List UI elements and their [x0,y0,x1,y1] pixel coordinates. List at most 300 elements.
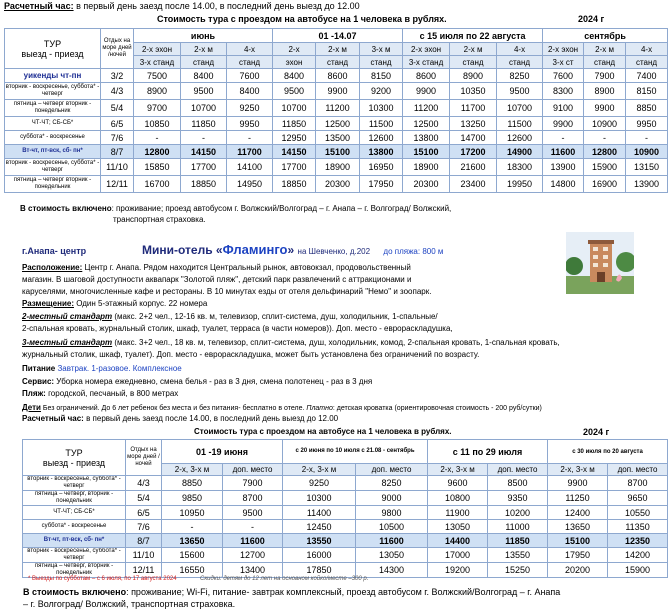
row-label: суббота* - воскресенье [23,520,126,534]
price-cell: 8900 [134,83,181,100]
price-cell: 7600 [543,69,584,83]
beach-label: Пляж: [22,389,46,398]
period-header: с 20 июня по 10 июля с 21.08 - сентябрь [283,440,428,464]
price-cell: 12450 [283,520,356,534]
row-nights: 4/3 [126,476,162,491]
price-cell: 9700 [134,100,181,117]
price-cell: 18300 [497,159,543,176]
price-cell: 8150 [626,83,668,100]
price-cell: 10900 [626,145,668,159]
price-cell: 17700 [181,159,227,176]
table-row [23,506,668,520]
arrival-line [4,1,360,11]
row-nights: 12/11 [101,176,134,193]
included-label: В стоимость включено [20,204,112,213]
price-cell: 8900 [450,69,497,83]
room-type-header: 2-х м [316,43,360,56]
price-cell: 9500 [497,83,543,100]
price-cell: 10500 [356,520,428,534]
price-cell: 15600 [162,548,223,563]
row-nights: 11/10 [101,159,134,176]
price-cell: - [181,131,227,145]
col-tour-label-2: ТУР [65,447,83,458]
year-label: 2024 г [578,14,605,24]
price-cell: 12700 [223,548,283,563]
row-label: пятница – четверг вторник - понедельник [5,176,101,193]
food-label: Питание [22,364,56,373]
col-days-header-2: Отдых на море дней /ночей [126,440,162,476]
period-header: 01 -14.07 [273,29,403,43]
room-type-header: 2-х, 3-х м [548,464,608,476]
price-cell: 10800 [428,491,488,506]
hotel-name: Фламинго [222,242,288,257]
kids-text-2: : детская кроватка (ориентировочная стоимость - 200 руб/сутки) [332,405,542,412]
period-header: 01 -19 июня [162,440,283,464]
price-cell: - [543,131,584,145]
hotel-name-suffix: » [287,243,295,257]
price-cell: 11250 [548,491,608,506]
kids-line [22,403,542,412]
price-cell: 9900 [403,83,450,100]
hotel-beach-distance: до пляжа: 800 м [383,247,444,256]
price-cell: 11600 [356,534,428,548]
price-cell: - [162,520,223,534]
room-3-text-1: (макс. 3+2 чел., 18 кв. м, телевизор, сплит-система, душ, холодильник, комод, 2-спальная кровать, 1-спальная кровать, [112,338,560,347]
price-cell: 15100 [548,534,608,548]
price-cell: 16550 [162,563,223,578]
price-cell: 18900 [316,159,360,176]
beach-line [22,389,178,398]
price-cell: 9500 [181,83,227,100]
included-footer-1 [23,587,560,597]
price-cell: 8850 [162,476,223,491]
row-label: суббота* - воскресенье [5,131,101,145]
table-row [23,534,668,548]
price-cell: 8600 [316,69,360,83]
location-text-3: каруселями, многочисленные кафе и рестораны. В 10 минутах езды от отеля дельфинарий "Немо" и зоопарк. [22,287,432,296]
location-text-2: магазин. В шаговой доступности аквапарк "Золотой пляж", детский парк развлечений с аттракционами и [22,275,412,284]
price-cell: 11700 [227,145,273,159]
price-cell: 8850 [626,100,668,117]
room-type-header: 3-х станд [134,56,181,69]
price-cell: 15900 [608,563,668,578]
price-cell: 12800 [134,145,181,159]
price-cell: 16000 [283,548,356,563]
room-type-header: 4-х [227,43,273,56]
room-type-header: 2-х, 3-х м [162,464,223,476]
room-type-header: доп. место [356,464,428,476]
room-type-header: эхон [273,56,316,69]
kids-label: Дети [22,403,41,412]
hotel-city: г.Анапа- центр [22,246,87,256]
price-cell: 18850 [273,176,316,193]
price-cell: 7900 [584,69,626,83]
table-row [5,83,668,100]
price-cell: 11900 [428,506,488,520]
price-cell: 14800 [543,176,584,193]
room-type-header: 2-х [273,43,316,56]
row-nights: 4/3 [101,83,134,100]
price-cell: 8600 [403,69,450,83]
price-cell: 9900 [584,100,626,117]
room-type-header: 2-х эхон [134,43,181,56]
beach-text: городской, песчаный, в 800 метрах [45,389,179,398]
tour-price-table-2 [22,439,668,578]
cost-title: Стоимость тура с проездом на автобусе на 1 человека в рублях. [157,14,447,24]
table-row [23,548,668,563]
price-cell: 9500 [223,506,283,520]
price-cell: 13250 [450,117,497,131]
price-cell: 12600 [360,131,403,145]
price-cell: 8700 [608,476,668,491]
price-cell: 9800 [356,506,428,520]
year-label-2: 2024 г [583,427,610,437]
table-row [23,491,668,506]
price-cell: 17850 [283,563,356,578]
row-nights: 7/6 [101,131,134,145]
hotel-street: на Шевченко, д.202 [297,247,371,256]
room-type-header: 2-х эхон [403,43,450,56]
room-type-header: 3-х ст [543,56,584,69]
row-nights: 6/5 [101,117,134,131]
row-label: вторник - воскресенье, суббота* - четверг [5,159,101,176]
room-3-label: 3-местный стандарт [22,338,113,347]
price-cell: 10700 [497,100,543,117]
room-type-header: 2-х м [450,43,497,56]
included-footer-label: В стоимость включено [23,587,127,597]
saturday-note: * Выезды по субботам – с 6 июля, по 17 августа 2024 [28,576,177,582]
room-type-header: станд [181,56,227,69]
row-nights: 8/7 [126,534,162,548]
price-cell: 13650 [548,520,608,534]
checkin-label: Расчетный час: [22,414,84,423]
price-cell: 15250 [488,563,548,578]
discount-note: Скидки: детям до 12 лет на основном койко/месте –300 р. [200,576,369,582]
price-cell: 16900 [584,176,626,193]
price-cell: - [134,131,181,145]
room-type-header: доп. место [608,464,668,476]
room-type-header: 2-х эхон [543,43,584,56]
price-cell: 7400 [626,69,668,83]
period-header: с 30 июля по 20 августа [548,440,668,464]
table-row [5,159,668,176]
tour-price-table-1 [4,28,668,193]
price-cell: 8250 [356,476,428,491]
row-nights: 3/2 [101,69,134,83]
price-cell: 9900 [543,117,584,131]
price-cell: 14900 [497,145,543,159]
price-cell: 11500 [360,117,403,131]
price-cell: 9900 [548,476,608,491]
period-header: сентябрь [543,29,668,43]
price-cell: 11400 [283,506,356,520]
price-cell: - [223,520,283,534]
price-cell: 13550 [283,534,356,548]
included-footer-text: : проживание; Wi-Fi, питание- завтрак комплексный, проезд автобусом г. Волжский/Волгоград – г. Анапа [126,587,561,597]
table-row [5,100,668,117]
row-label: Вт-чт, пт-вск, сб- пн* [23,534,126,548]
row-label: пятница – четверг вторник - понедельник [5,100,101,117]
location-line-1 [22,263,411,272]
row-nights: 12/11 [126,563,162,578]
price-cell: 8300 [543,83,584,100]
price-cell: 9350 [488,491,548,506]
room-type-header: 4-х [626,43,668,56]
table-row [23,476,668,491]
price-cell: 11600 [543,145,584,159]
price-cell: 9950 [626,117,668,131]
price-cell: 12600 [497,131,543,145]
price-cell: 15100 [316,145,360,159]
price-cell: 8500 [488,476,548,491]
table-row [5,145,668,159]
price-cell: 8150 [360,69,403,83]
price-cell: 8250 [497,69,543,83]
table-row [5,176,668,193]
price-cell: 11700 [450,100,497,117]
price-cell: 17000 [428,548,488,563]
checkin-text: в первый день заезд после 14.00, в последний день выезд до 12.00 [83,414,339,423]
price-cell: 9900 [316,83,360,100]
room-type-header: станд [450,56,497,69]
price-cell: 13500 [316,131,360,145]
row-nights: 6/5 [126,506,162,520]
col-tour-header-2 [23,440,126,476]
price-cell: 16950 [360,159,403,176]
table-row [5,131,668,145]
row-label: Вт-чт, пт-вск, сб- пн* [5,145,101,159]
row-nights: 5/4 [101,100,134,117]
price-cell: 13900 [543,159,584,176]
price-cell: 9000 [356,491,428,506]
price-cell: 9250 [283,476,356,491]
price-cell: 12350 [608,534,668,548]
row-label: пятница – четверг, вторник - понедельник [23,563,126,578]
included-line-1 [20,204,451,213]
price-cell: 10300 [283,491,356,506]
room-type-header: станд [497,56,543,69]
price-cell: 14100 [227,159,273,176]
price-cell: 13800 [360,145,403,159]
row-nights: 11/10 [126,548,162,563]
price-cell: 21600 [450,159,497,176]
price-cell: 7600 [227,69,273,83]
food-line [22,364,182,373]
room-type-header: 3-х станд [403,56,450,69]
included-text-2: транспортная страховка. [113,215,206,224]
room-3-line-1 [22,338,560,347]
price-cell: 9950 [227,117,273,131]
col-days-header: Отдых на море дней /ночей [101,29,134,69]
price-cell: 11850 [181,117,227,131]
included-text: : проживание; проезд автобусом г. Волжский/Волгоград – г. Анапа – г. Волгоград/ Волжский, [111,204,452,213]
room-2-text-2: 2-спальная кровать, журнальный столик, шкаф, туалет, терраса (в части номеров)). Доп. место - еврораскладушка, [22,324,453,333]
price-cell: 14700 [450,131,497,145]
price-cell: 12400 [548,506,608,520]
room-type-header: 2-х м [584,43,626,56]
price-cell: 8400 [227,83,273,100]
price-cell: 11200 [403,100,450,117]
price-cell: 13550 [488,548,548,563]
price-cell: 9250 [227,100,273,117]
checkin-line [22,414,338,423]
arrival-label: Расчетный час: [4,1,74,11]
price-cell: 9650 [608,491,668,506]
col-tour-header [5,29,101,69]
location-label: Расположение: [22,263,83,272]
price-cell: 14200 [608,548,668,563]
row-label: ЧТ-ЧТ; СБ-СБ* [23,506,126,520]
price-cell: 11350 [608,520,668,534]
col-route-label-2: выезд - приезд [42,457,106,468]
room-type-header: станд [360,56,403,69]
price-cell: 10550 [608,506,668,520]
placement-text: Один 5-этажный корпус. 22 номера [73,299,208,308]
price-cell: 13050 [428,520,488,534]
price-cell: 7500 [134,69,181,83]
price-cell: 12500 [316,117,360,131]
price-cell: 10350 [450,83,497,100]
price-cell: 10900 [584,117,626,131]
cost-title-2: Стоимость тура с проездом на автобусе на 1 человека в рублях. [194,427,452,436]
room-type-header: 4-х [497,43,543,56]
price-cell: 10700 [273,100,316,117]
table-row [5,117,668,131]
price-cell: 17950 [548,548,608,563]
room-type-header: станд [584,56,626,69]
period-header: с 15 июля по 22 августа [403,29,543,43]
included-footer-2: – г. Волгоград/ Волжский, транспортная страховка. [23,599,236,609]
room-type-header: станд [626,56,668,69]
room-type-header: станд [316,56,360,69]
price-cell: 9600 [428,476,488,491]
price-cell: 13650 [162,534,223,548]
price-cell: 9200 [360,83,403,100]
location-text-1: Центр г. Анапа. Рядом находится Центральный рынок, автовокзал, продовольственный [82,263,411,272]
room-type-header: 2-х, 3-х м [283,464,356,476]
table-row [23,520,668,534]
period-header: июнь [134,29,273,43]
table-row [5,69,668,83]
price-cell: 19950 [497,176,543,193]
price-cell: 17950 [360,176,403,193]
price-cell: 10300 [360,100,403,117]
col-route-label: выезд - приезд [21,48,84,59]
hotel-title [142,242,443,257]
price-cell: 15900 [584,159,626,176]
price-cell: 16700 [134,176,181,193]
price-cell: 17700 [273,159,316,176]
price-cell: 14150 [273,145,316,159]
price-cell: 13400 [223,563,283,578]
col-tour-label: ТУР [43,38,62,49]
price-cell: 13900 [626,176,668,193]
price-cell: 11500 [497,117,543,131]
price-cell: 9850 [162,491,223,506]
room-type-header: 3-х м [360,43,403,56]
price-cell: - [227,131,273,145]
price-cell: 12950 [273,131,316,145]
row-label: вторник - воскресенье, суббота* - четверг [23,548,126,563]
price-cell: 20300 [403,176,450,193]
price-cell: 13800 [403,131,450,145]
price-cell: 20200 [548,563,608,578]
price-cell: 14300 [356,563,428,578]
room-3-text-2: журнальный столик, шкаф, туалет). Доп. место - еврораскладушка, может быть установлена без ограничений по возрасту. [22,350,480,359]
hotel-name-prefix: Мини-отель « [142,243,223,257]
row-label: вторник - воскресенье, суббота* - четверг [23,476,126,491]
price-cell: 11600 [223,534,283,548]
price-cell: 17200 [450,145,497,159]
row-label: ЧТ-ЧТ; СБ-СБ* [5,117,101,131]
price-cell: 10950 [162,506,223,520]
row-label: вторник - воскресенье, суббота* - четверг [5,83,101,100]
room-type-header: доп. место [488,464,548,476]
price-cell: 14950 [227,176,273,193]
price-cell: 10700 [181,100,227,117]
price-cell: 18850 [181,176,227,193]
food-text: Завтрак. 1-разовое. Комплексное [55,364,182,373]
price-cell: 11200 [316,100,360,117]
price-cell: 8400 [273,69,316,83]
price-cell: - [584,131,626,145]
room-2-text-1: (макс. 2+2 чел., 12-16 кв. м, телевизор, сплит-система, душ, холодильник, 1-спальные/ [112,312,438,321]
placement-line [22,299,207,308]
price-cell: 9100 [543,100,584,117]
placement-label: Размещение: [22,299,74,308]
hotel-building-photo [566,232,634,294]
row-nights: 7/6 [126,520,162,534]
price-cell: 12500 [403,117,450,131]
price-cell: 11850 [488,534,548,548]
price-cell: 7900 [223,476,283,491]
room-2-label: 2-местный стандарт [22,312,113,321]
price-cell: 11000 [488,520,548,534]
room-type-header: доп. место [223,464,283,476]
row-label: уикенды чт-пн [5,69,101,83]
row-label: пятница – четверг, вторник - понедельник [23,491,126,506]
price-cell: 14150 [181,145,227,159]
price-cell: 23400 [450,176,497,193]
price-cell: 12800 [584,145,626,159]
price-cell: 14400 [428,534,488,548]
price-cell: 10200 [488,506,548,520]
price-cell: 8400 [181,69,227,83]
price-cell: 18900 [403,159,450,176]
kids-text: Без ограничений. До 6 лет ребенок без места и без питания- бесплатно в отеле. [40,405,307,412]
price-cell: 8700 [223,491,283,506]
price-cell: 20300 [316,176,360,193]
price-cell: 13150 [626,159,668,176]
room-type-header: станд [227,56,273,69]
price-cell: 11850 [273,117,316,131]
row-nights: 5/4 [126,491,162,506]
price-cell: 8900 [584,83,626,100]
price-cell: 9500 [273,83,316,100]
arrival-text: в первый день заезд после 14.00, в последний день выезд до 12.00 [73,1,360,11]
room-2-line-1 [22,312,438,321]
period-header: с 11 по 29 июля [428,440,548,464]
price-cell: 10850 [134,117,181,131]
kids-paid: Платно [306,405,333,412]
price-cell: 15100 [403,145,450,159]
room-type-header: 2-х, 3-х м [428,464,488,476]
service-line [22,377,372,386]
room-type-header: 2-х м [181,43,227,56]
service-label: Сервис: [22,377,55,386]
price-cell: - [626,131,668,145]
service-text: Уборка номера ежедневно, смена белья - раз в 3 дня, смена полотенец - раз в 3 дня [54,377,373,386]
